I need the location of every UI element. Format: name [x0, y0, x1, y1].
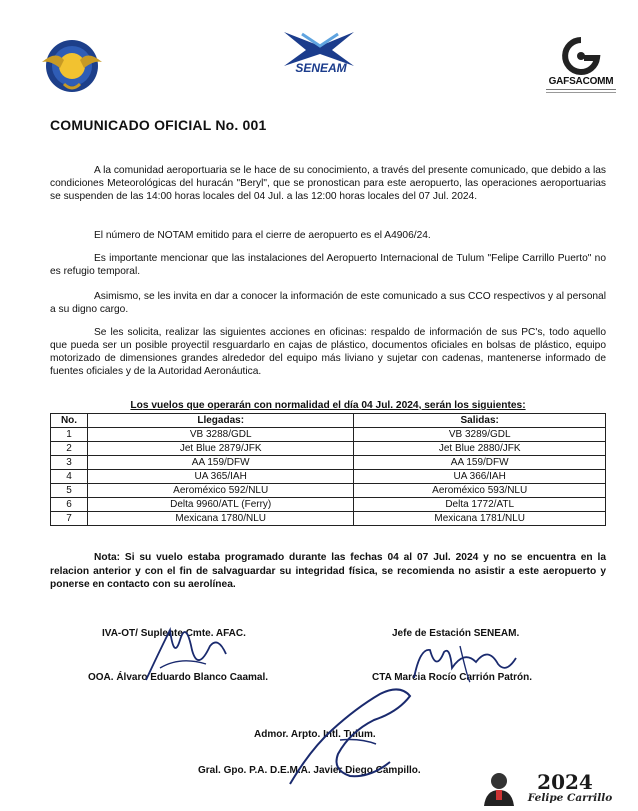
gafsacomm-name: GAFSACOMM [548, 76, 614, 87]
cell-no: 7 [51, 512, 88, 526]
cell-departure: VB 3289/GDL [354, 428, 606, 442]
logo-name: Felipe Carrillo [527, 792, 613, 804]
cell-arrival: Delta 9960/ATL (Ferry) [88, 498, 354, 512]
paragraph-refuge [50, 252, 606, 278]
table-row [51, 428, 606, 442]
signature-afac-name: OOA. Álvaro Eduardo Blanco Caamal. [88, 672, 269, 683]
signature-afac-role: IVA-OT/ Suplente Cmte. AFAC. [102, 628, 246, 639]
paragraph-cco [50, 290, 606, 316]
senam-wordmark: SENEAM [295, 61, 347, 74]
table-row [51, 442, 606, 456]
flights-title: Los vuelos que operarán con normalidad el día 04 Jul. 2024, serán los siguientes: [130, 400, 526, 411]
cell-departure: UA 366/IAH [354, 470, 606, 484]
table-row [51, 512, 606, 526]
cell-no: 3 [51, 456, 88, 470]
cell-departure: AA 159/DFW [354, 456, 606, 470]
cell-no: 4 [51, 470, 88, 484]
note-text [50, 551, 606, 592]
signature-admin-name: Gral. Gpo. P.A. D.E.M.A. Javier Diego Campillo. [198, 765, 421, 776]
paragraph-notam [50, 229, 606, 242]
logo-year: 2024 [537, 770, 593, 794]
cell-departure: Jet Blue 2880/JFK [354, 442, 606, 456]
paragraph-text: Se les solicita, realizar las siguientes acciones en oficinas: respaldo de información de sus PC's, todo aquello que pueda ser un posible proyectil resguardarlo en cajas de plástico, documentos oficiales en bolsas de plástico, equipo motorizado de dimensiones grandes alrededor del equipo más liviano y sujetar con cadenas, mantenerse informado de fuentes oficiales y de la Autoridad Aeronáutica. [50, 327, 606, 377]
page-title: COMUNICADO OFICIAL No. 001 [50, 117, 267, 133]
cell-departure: Aeroméxico 593/NLU [354, 484, 606, 498]
cell-arrival: AA 159/DFW [88, 456, 354, 470]
admin-signature-icon [280, 680, 440, 790]
cell-no: 6 [51, 498, 88, 512]
table-row [51, 498, 606, 512]
cell-arrival: Jet Blue 2879/JFK [88, 442, 354, 456]
paragraph-actions [50, 326, 606, 378]
signature-seneam-role: Jefe de Estación SENEAM. [392, 628, 520, 639]
cell-no: 2 [51, 442, 88, 456]
senam-emblem-icon [262, 28, 380, 74]
cell-departure: Mexicana 1781/NLU [354, 512, 606, 526]
afac-emblem-icon [38, 32, 106, 100]
cell-arrival: Mexicana 1780/NLU [88, 512, 354, 526]
header-no: No. [51, 414, 88, 428]
seneam-signature-icon [410, 640, 520, 684]
flights-table [50, 413, 606, 526]
paragraph-text: A la comunidad aeroportuaria se le hace de su conocimiento, a través del presente comunicado, que debido a las condiciones Meteorológicas del huracán "Beryl", que se pronostican para este aeropuerto, las operaciones aeroportuarias se suspenden de las 14:00 horas locales del 04 Jul. a las 12:00 horas locales del 07 Jul. 2024. [50, 165, 606, 202]
gafsacomm-tagline-icon [546, 89, 616, 93]
signature-admin-role: Admor. Arpto. Intl. Tulum. [254, 729, 376, 740]
gafsacomm-emblem-icon [544, 36, 618, 102]
cell-no: 1 [51, 428, 88, 442]
paragraph-text: El número de NOTAM emitido para el cierre de aeropuerto es el A4906/24. [94, 230, 431, 241]
portrait-icon [480, 768, 518, 806]
cell-arrival: VB 3288/GDL [88, 428, 354, 442]
cell-departure: Delta 1772/ATL [354, 498, 606, 512]
paragraph-intro [50, 164, 606, 203]
signature-seneam-name: CTA Marcia Rocío Carrión Patrón. [372, 672, 533, 683]
paragraph-text: Asimismo, se les invita en dar a conocer la información de este comunicado a sus CCO respectivos y al personal a su digno cargo. [50, 291, 606, 315]
afac-signature-icon [140, 610, 230, 690]
paragraph-text: Es importante mencionar que las instalaciones del Aeropuerto Internacional de Tulum "Felipe Carrillo Puerto" no es refugio temporal. [50, 253, 606, 277]
header-departures: Salidas: [354, 414, 606, 428]
table-row [51, 470, 606, 484]
cell-arrival: UA 365/IAH [88, 470, 354, 484]
header-arrivals: Llegadas: [88, 414, 354, 428]
felipe-carrillo-2024-logo [520, 770, 620, 806]
table-row [51, 456, 606, 470]
cell-arrival: Aeroméxico 592/NLU [88, 484, 354, 498]
table-row [51, 484, 606, 498]
cell-no: 5 [51, 484, 88, 498]
note-body: Nota: Si su vuelo estaba programado durante las fechas 04 al 07 Jul. 2024 y no se encuentra en la relacion anterior y con el fin de salvaguardar su integridad física, se recomienda no asistir a este aeropuerto y ponerse en contacto con su aerolínea. [50, 552, 606, 590]
table-header-row [51, 414, 606, 428]
